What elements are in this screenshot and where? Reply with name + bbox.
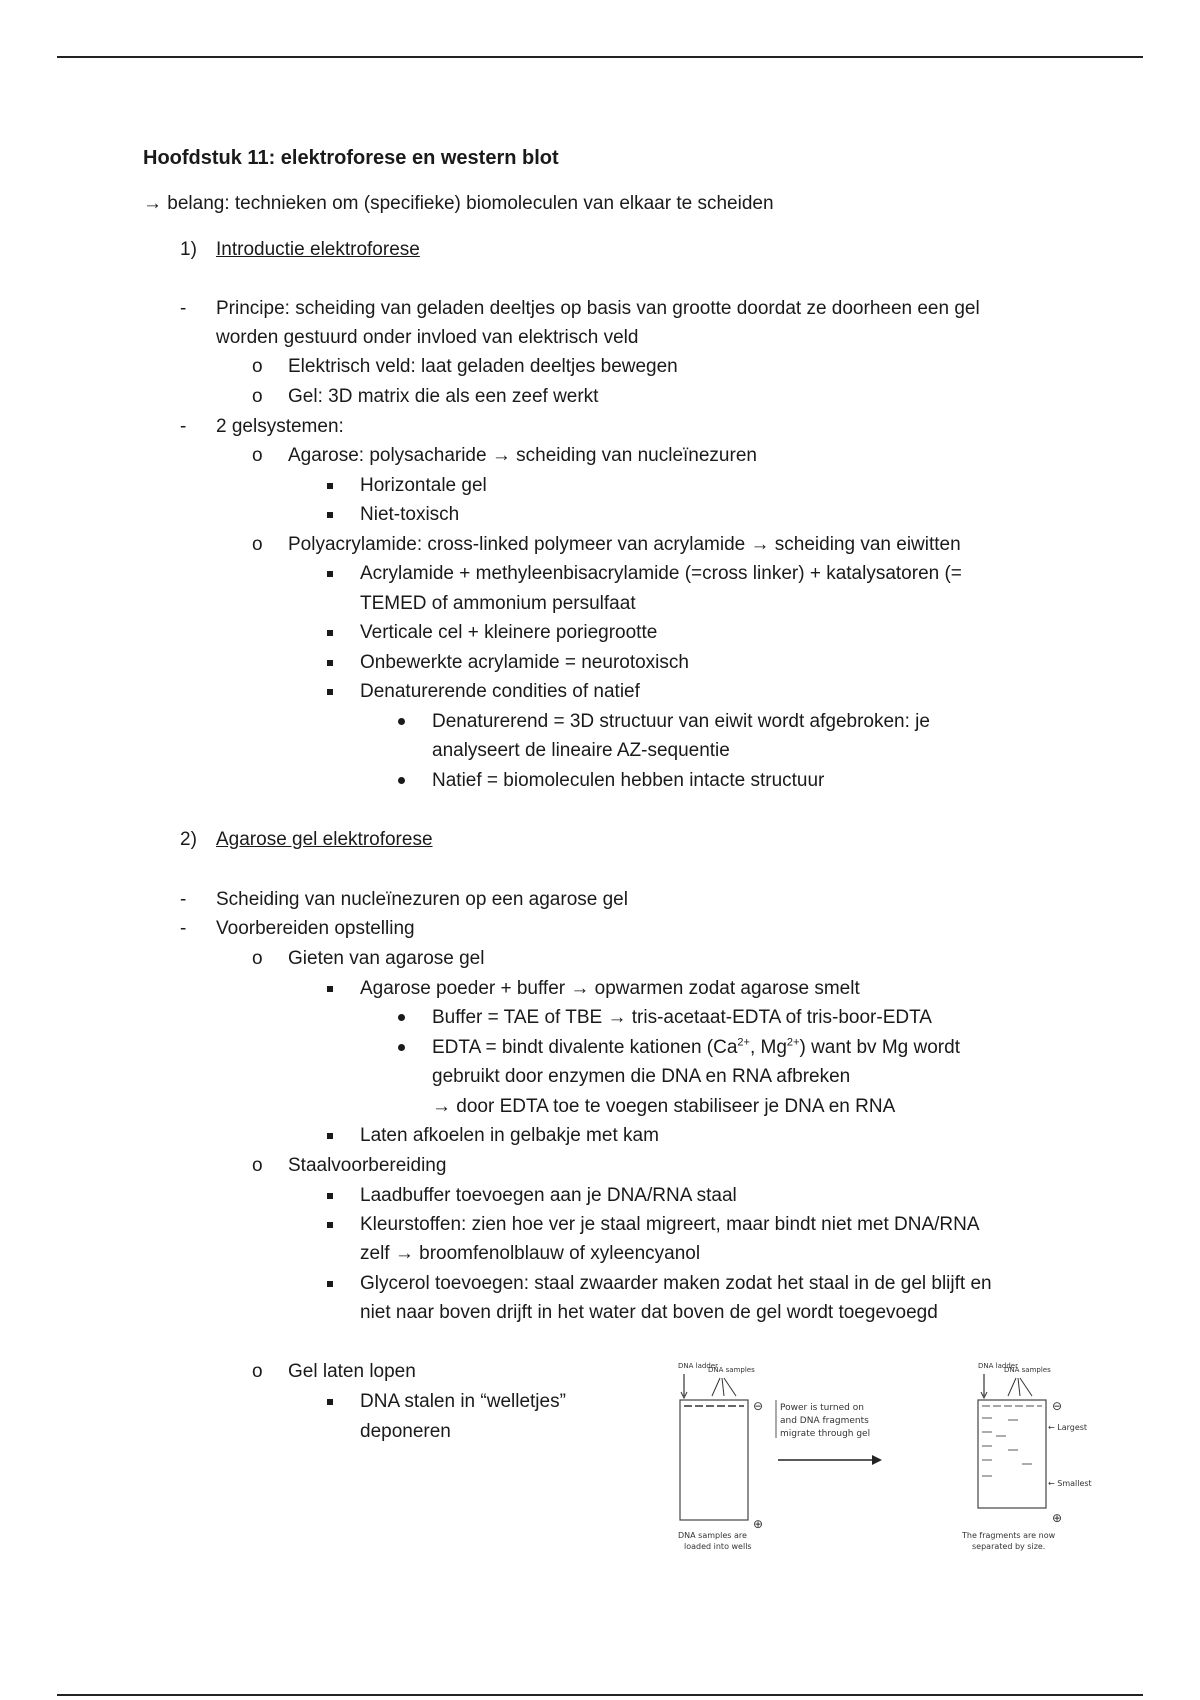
edta-line-1: EDTA = bindt divalente kationen ($Ca^{2+}$, $Mg^{2+}$) want bv Mg wordt: [432, 1036, 960, 1058]
powder-item: Agarose poeder + buffer → opwarmen zodat agarose smelt: [360, 978, 860, 999]
intro-line: → belang: technieken om (specifieke) biomoleculen van elkaar te scheiden: [143, 193, 774, 214]
section-1-title: Introductie elektroforese: [216, 239, 420, 260]
circle-bullet: o: [252, 948, 263, 969]
gel-before: [680, 1400, 748, 1520]
dot-bullet: [398, 1044, 405, 1051]
power-caption-1: Power is turned on: [780, 1403, 864, 1413]
plus-icon-right: ⊕: [1052, 1511, 1063, 1525]
circle-bullet: o: [252, 534, 263, 555]
circle-bullet: o: [252, 1361, 263, 1382]
buffer-item: Buffer = TAE of TBE → tris-acetaat-EDTA of tris-boor-EDTA: [432, 1007, 932, 1028]
glycerol-line-2: niet naar boven drijft in het water dat boven de gel wordt toegevoegd: [360, 1302, 938, 1323]
square-bullet: [327, 1399, 333, 1405]
square-bullet: [327, 512, 333, 518]
dyes-line-2: zelf → broomfenolblauw of xyleencyanol: [360, 1243, 701, 1264]
circle-bullet: o: [252, 356, 263, 377]
loaded-label-2: loaded into wells: [684, 1542, 752, 1551]
samples-label-right: DNA samples: [1004, 1366, 1051, 1374]
casting-item: Gieten van agarose gel: [288, 948, 485, 969]
agarose-item: Agarose: polysacharide → scheiding van nucleïnezuren: [288, 445, 757, 466]
circle-bullet: o: [252, 386, 263, 407]
horizontal-item: Horizontale gel: [360, 475, 487, 496]
prepare-item: Voorbereiden opstelling: [216, 918, 415, 939]
dash-bullet: -: [180, 416, 187, 437]
glycerol-line-1: Glycerol toevoegen: staal zwaarder maken zodat het staal in de gel blijft en: [360, 1273, 992, 1294]
denaturing-line-1: Denaturerend = 3D structuur van eiwit wordt afgebroken: je: [432, 711, 930, 732]
separated-label-2: separated by size.: [972, 1542, 1046, 1551]
plus-icon-left: ⊕: [753, 1517, 764, 1531]
power-caption-3: migrate through gel: [780, 1429, 871, 1439]
section-2-title: Agarose gel elektroforese: [216, 829, 433, 850]
power-caption-2: and DNA fragments: [780, 1416, 869, 1426]
edta-line-2: gebruikt door enzymen die DNA en RNA afbreken: [432, 1066, 851, 1087]
header-rule: [57, 56, 1143, 58]
square-bullet: [327, 1193, 333, 1199]
square-bullet: [327, 660, 333, 666]
square-bullet: [327, 1133, 333, 1139]
minus-icon-left: ⊖: [753, 1399, 764, 1413]
gel-item: Gel: 3D matrix die als een zeef werkt: [288, 386, 599, 407]
acryl-line-1: Acrylamide + methyleenbisacrylamide (=cross linker) + katalysatoren (=: [360, 563, 962, 584]
principle-line-1: Principe: scheiding van geladen deeltjes op basis van grootte doordat ze doorheen een gel: [216, 298, 980, 319]
principle-line-2: worden gestuurd onder invloed van elektrisch veld: [216, 327, 639, 348]
dot-bullet: [398, 718, 405, 725]
gel-after: [978, 1400, 1046, 1508]
nontoxic-item: Niet-toxisch: [360, 504, 460, 525]
page-title: Hoofdstuk 11: elektroforese en western blot: [143, 147, 559, 169]
square-bullet: [327, 571, 333, 577]
ladder-label-right: DNA ladder: [978, 1362, 1018, 1370]
dot-bullet: [398, 777, 405, 784]
acryl-line-2: TEMED of ammonium persulfaat: [360, 593, 636, 614]
poly-item: Polyacrylamide: cross-linked polymeer van acrylamide → scheiding van eiwitten: [288, 534, 961, 555]
section-2-number: 2): [180, 829, 197, 850]
square-bullet: [327, 689, 333, 695]
loading-item: Laadbuffer toevoegen aan je DNA/RNA staal: [360, 1185, 737, 1206]
smallest-label: ← Smallest: [1048, 1479, 1092, 1488]
dash-bullet: -: [180, 298, 187, 319]
circle-bullet: o: [252, 1155, 263, 1176]
wells-line-1: DNA stalen in “welletjes”: [360, 1391, 566, 1412]
samples-label-left: DNA samples: [708, 1366, 755, 1374]
native-item: Natief = biomoleculen hebben intacte structuur: [432, 770, 825, 791]
separation-item: Scheiding van nucleïnezuren op een agarose gel: [216, 889, 628, 910]
separated-label-1: The fragments are now: [962, 1531, 1056, 1540]
ladder-label-left: DNA ladder: [678, 1362, 718, 1370]
minus-icon-right: ⊖: [1052, 1399, 1063, 1413]
gel-electrophoresis-diagram: [672, 1360, 1112, 1560]
denaturing-line-2: analyseert de lineaire AZ-sequentie: [432, 740, 730, 761]
dash-bullet: -: [180, 889, 187, 910]
dash-bullet: -: [180, 918, 187, 939]
square-bullet: [327, 986, 333, 992]
field-item: Elektrisch veld: laat geladen deeltjes bewegen: [288, 356, 678, 377]
edta-line-3: → door EDTA toe te voegen stabiliseer je DNA en RNA: [432, 1096, 896, 1117]
square-bullet: [327, 1222, 333, 1228]
square-bullet: [327, 483, 333, 489]
neuro-item: Onbewerkte acrylamide = neurotoxisch: [360, 652, 689, 673]
circle-bullet: o: [252, 445, 263, 466]
wells-line-2: deponeren: [360, 1421, 451, 1442]
vertical-item: Verticale cel + kleinere poriegrootte: [360, 622, 658, 643]
cool-item: Laten afkoelen in gelbakje met kam: [360, 1125, 659, 1146]
square-bullet: [327, 1281, 333, 1287]
systems-item: 2 gelsystemen:: [216, 416, 344, 437]
section-1-number: 1): [180, 239, 197, 260]
run-item: Gel laten lopen: [288, 1361, 416, 1382]
loaded-label-1: DNA samples are: [678, 1531, 747, 1540]
footer-rule: [57, 1694, 1143, 1696]
conditions-item: Denaturerende condities of natief: [360, 681, 640, 702]
dyes-line-1: Kleurstoffen: zien hoe ver je staal migreert, maar bindt niet met DNA/RNA: [360, 1214, 980, 1235]
square-bullet: [327, 630, 333, 636]
largest-label: ← Largest: [1048, 1423, 1088, 1432]
sample-prep-item: Staalvoorbereiding: [288, 1155, 447, 1176]
dot-bullet: [398, 1014, 405, 1021]
